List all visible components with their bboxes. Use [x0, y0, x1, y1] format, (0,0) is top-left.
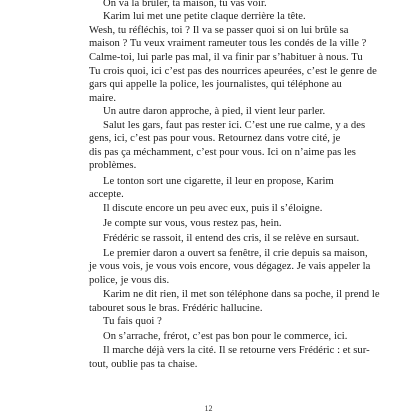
text-line: Le tonton sort une cigarette, il leur en propose, Karim [103, 176, 334, 187]
text-line: Je compte sur vous, vous restez pas, hein. [103, 218, 282, 229]
text-line: Frédéric se rassoit, il entend des cris, il se relève en sursaut. [103, 233, 360, 244]
text-line: police, je vous dis. [89, 275, 170, 286]
text-line: Tu fais quoi ? [103, 316, 162, 327]
text-line: Karim lui met une petite claque derrière la tête. [103, 11, 306, 22]
text-line: Tu crois quoi, ici c’est pas des nourrices apeurées, c’est le genre de [89, 66, 377, 77]
text-line: Wesh, tu réfléchis, toi ? Il va se passer quoi si on lui brûle sa [89, 25, 349, 36]
text-line: Salut les gars, faut pas rester ici. C’est une rue calme, y a des [103, 120, 366, 131]
text-line: On s’arrache, frérot, c’est pas bon pour le commerce, ici. [103, 331, 348, 342]
page-number: 12 [204, 404, 213, 413]
text-line: gars qui appelle la police, les journalistes, qui téléphone au [89, 79, 342, 90]
text-line: Calme-toi, lui parle pas mal, il va finir par s’habituer à nous. Tu [89, 52, 363, 63]
text-line: Un autre daron approche, à pied, il vient leur parler. [103, 106, 326, 117]
text-line: problèmes. [89, 160, 137, 171]
text-line: Le premier daron a ouvert sa fenêtre, il crie depuis sa maison, [103, 248, 368, 259]
text-line: je vous vois, je vous vois encore, vous dégagez. Je vais appeler la [89, 261, 371, 272]
text-line: maison ? Tu veux vraiment rameuter tous les condés de la ville ? [89, 38, 367, 49]
text-line: gens, ici, c’est pas pour vous. Retournez dans votre cité, je [89, 133, 341, 144]
text-line: dis pas ça méchamment, c’est pour vous. Ici on n’aime pas les [89, 147, 356, 158]
text-line: accepte. [89, 189, 124, 200]
text-line: Karim ne dit rien, il met son téléphone dans sa poche, il prend le [103, 289, 380, 300]
text-line: tabouret sous le bras. Frédéric hallucine. [89, 303, 263, 314]
text-line: Il discute encore un peu avec eux, puis il s’éloigne. [103, 203, 323, 214]
text-line: Il marche déjà vers la cité. Il se retourne vers Frédéric : et sur- [103, 345, 370, 356]
text-line: On va la brûler, ta maison, tu vas voir. [103, 0, 267, 9]
text-line: tout, oublie pas ta chaise. [89, 359, 198, 370]
text-line: maire. [89, 93, 117, 104]
